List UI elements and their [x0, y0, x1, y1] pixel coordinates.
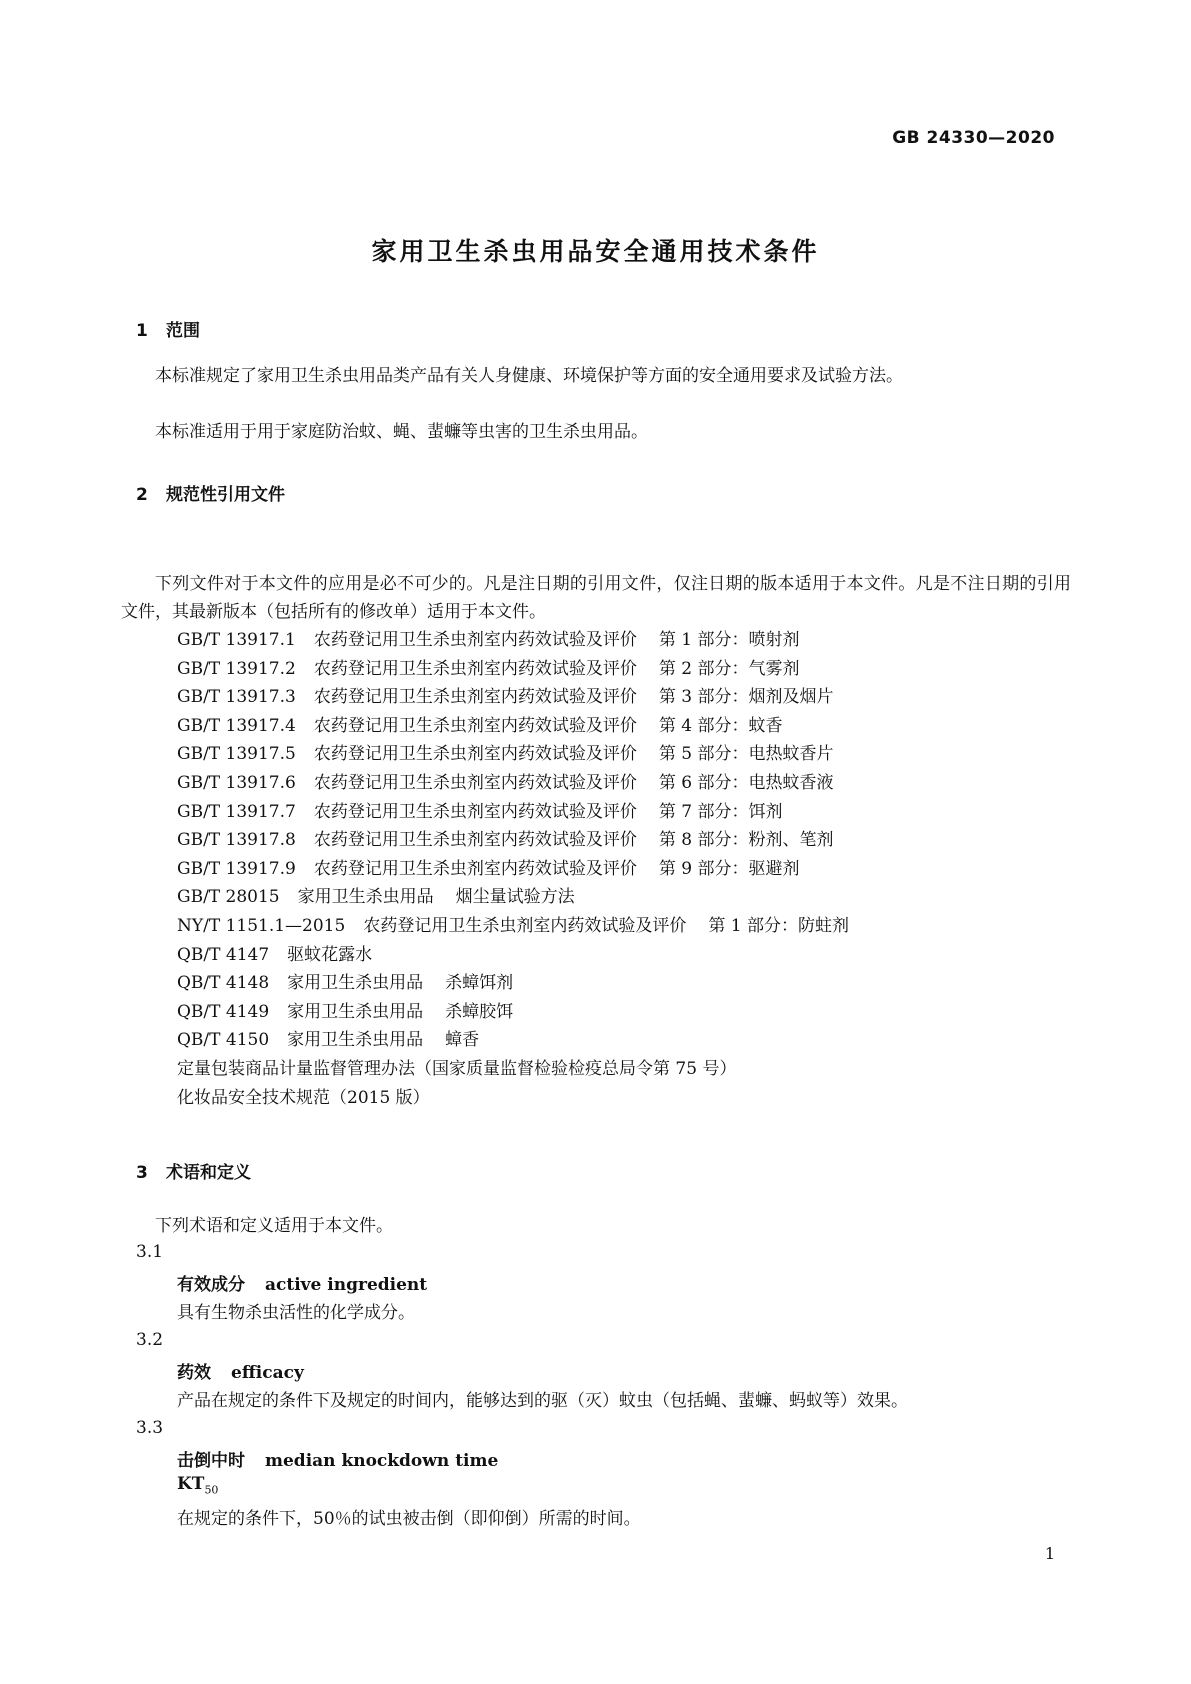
reference-item: GB/T 13917.8 农药登记用卫生杀虫剂室内药效试验及评价 第 8 部分：粉剂、笔剂 [177, 830, 834, 851]
section-number: 1 [136, 321, 148, 341]
section-number: 3 [136, 1163, 148, 1183]
reference-item: GB/T 13917.5 农药登记用卫生杀虫剂室内药效试验及评价 第 5 部分：电热蚊香片 [177, 744, 834, 765]
references-intro: 下列文件对于本文件的应用是必不可少的。凡是注日期的引用文件，仅注日期的版本适用于本文件。凡是不注日期的引用文件，其最新版本（包括所有的修改单）适用于本文件。 [121, 574, 1071, 622]
section-1-heading [136, 316, 200, 341]
standard-number: GB 24330—2020 [892, 128, 1055, 148]
term-heading: 药效 efficacy [177, 1363, 304, 1383]
reference-item: GB/T 13917.9 农药登记用卫生杀虫剂室内药效试验及评价 第 9 部分：驱避剂 [177, 858, 800, 879]
reference-item: GB/T 28015 家用卫生杀虫用品 烟尘量试验方法 [177, 887, 575, 908]
reference-item: QB/T 4147 驱蚊花露水 [177, 944, 373, 965]
term-definition: 产品在规定的条件下及规定的时间内，能够达到的驱（灭）蚊虫（包括蝇、蜚蠊、蚂蚁等）效果。 [177, 1391, 908, 1411]
reference-item: QB/T 4150 家用卫生杀虫用品 蟑香 [177, 1030, 480, 1051]
document-title: 家用卫生杀虫用品安全通用技术条件 [371, 237, 820, 266]
reference-item: GB/T 13917.6 农药登记用卫生杀虫剂室内药效试验及评价 第 6 部分：电热蚊香液 [177, 772, 834, 793]
section-number: 2 [136, 485, 148, 505]
reference-item: GB/T 13917.1 农药登记用卫生杀虫剂室内药效试验及评价 第 1 部分：喷射剂 [177, 630, 800, 650]
reference-list [177, 626, 849, 1112]
reference-item: NY/T 1151.1—2015 农药登记用卫生杀虫剂室内药效试验及评价 第 1 部分：防蛀剂 [177, 915, 849, 936]
section-3-heading [136, 1158, 251, 1183]
terms-intro: 下列术语和定义适用于本文件。 [155, 1216, 393, 1236]
term-number: 3.1 [136, 1242, 164, 1262]
section-title: 范围 [166, 321, 200, 341]
term-heading: 有效成分 active ingredient [177, 1275, 428, 1295]
term-number: 3.3 [136, 1418, 164, 1438]
reference-item: GB/T 13917.7 农药登记用卫生杀虫剂室内药效试验及评价 第 7 部分：饵剂 [177, 801, 783, 822]
section-title: 规范性引用文件 [166, 485, 285, 505]
reference-item: QB/T 4148 家用卫生杀虫用品 杀蟑饵剂 [177, 973, 514, 994]
scope-paragraph-2: 本标准适用于用于家庭防治蚊、蝇、蜚蠊等虫害的卫生杀虫用品。 [155, 422, 648, 442]
section-2-heading [136, 480, 285, 505]
term-heading: 击倒中时 median knockdown time [177, 1451, 499, 1471]
reference-item: GB/T 13917.2 农药登记用卫生杀虫剂室内药效试验及评价 第 2 部分：气雾剂 [177, 658, 800, 679]
term-definition: 在规定的条件下，50％的试虫被击倒（即仰倒）所需的时间。 [177, 1509, 641, 1529]
reference-item: GB/T 13917.3 农药登记用卫生杀虫剂室内药效试验及评价 第 3 部分：烟剂及烟片 [177, 687, 834, 708]
page-number: 1 [1044, 1544, 1055, 1563]
reference-item: 定量包装商品计量监督管理办法（国家质量监督检验检疫总局令第 75 号） [177, 1058, 737, 1079]
term-symbol: $KT_{50}$ [177, 1474, 219, 1497]
scope-paragraph-1: 本标准规定了家用卫生杀虫用品类产品有关人身健康、环境保护等方面的安全通用要求及试验方法。 [155, 366, 903, 386]
reference-item: GB/T 13917.4 农药登记用卫生杀虫剂室内药效试验及评价 第 4 部分：蚊香 [177, 715, 783, 736]
section-title: 术语和定义 [166, 1163, 251, 1183]
reference-item: 化妆品安全技术规范（2015 版） [177, 1087, 430, 1108]
term-definition: 具有生物杀虫活性的化学成分。 [177, 1303, 415, 1323]
reference-item: QB/T 4149 家用卫生杀虫用品 杀蟑胶饵 [177, 1001, 514, 1022]
term-number: 3.2 [136, 1330, 164, 1350]
